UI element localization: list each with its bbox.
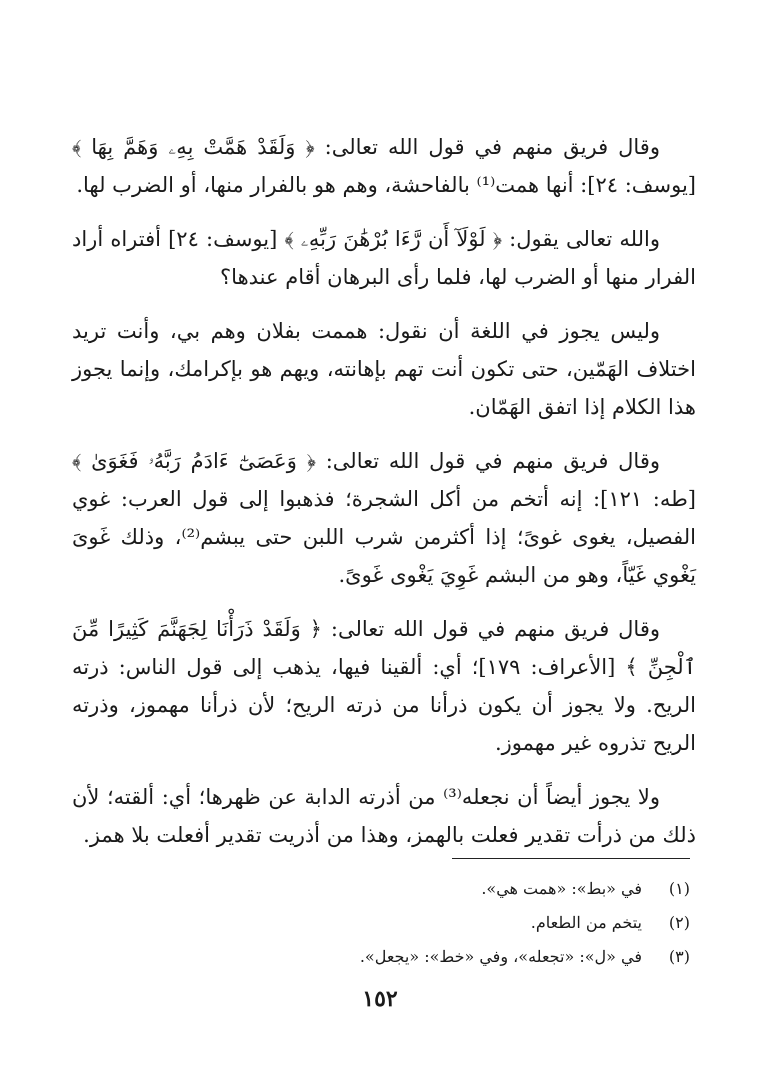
paragraph-6: ولا يجوز أيضاً أن نجعله⁽³⁾ من أذرته الدابة عن ظهرها؛ أي: ألقته؛ لأن ذلك من ذرأت تقدير فعلت بالهمز، وهذا من أذريت تقدير أفعلت بلا همز.	[72, 785, 696, 847]
footnote-number: (١)	[668, 879, 690, 898]
footnote-number: (٣)	[668, 947, 690, 966]
paragraph-5: وقال فريق منهم في قول الله تعالى: ﴿ وَلَقَدْ ذَرَأْنَا لِجَهَنَّمَ كَثِيرًا مِّنَ ٱلْجِنِّ ﴾ [الأعراف: ١٧٩]؛ أي: ألقينا فيها، يذهب إلى قول الناس: ذرته الريح. ولا يجوز أن يكون ذرأنا من ذرته الريح؛ لأن ذرأنا مهموز، وذرته الريح تذروه غير مهموز.	[72, 617, 696, 755]
footnote-3	[130, 940, 690, 974]
footnote-number: (٢)	[668, 913, 690, 932]
footnotes	[130, 872, 690, 974]
main-text	[72, 128, 696, 866]
footnote-divider	[452, 858, 690, 859]
paragraph-2: والله تعالى يقول: ﴿ لَوْلَآ أَن رَّءَا بُرْهَٰنَ رَبِّهِۦ ﴾ [يوسف: ٢٤] أفتراه أراد الفرار منها أو الضرب لها، فلما رأى البرهان أقام عندها؟	[72, 227, 696, 289]
footnote-text: في «ل»: «تجعله»، وفي «خط»: «يجعل».	[359, 947, 642, 966]
footnote-text: يتخم من الطعام.	[530, 913, 642, 932]
footnote-2	[130, 906, 690, 940]
paragraph-3: وليس يجوز في اللغة أن نقول: هممت بفلان وهم بي، وأنت تريد اختلاف الهَمّين، حتى تكون أنت تهم بإهانته، ويهم هو بإكرامك، وإنما يجوز هذا الكلام إذا اتفق الهَمّان.	[72, 319, 696, 419]
paragraph-4: وقال فريق منهم في قول الله تعالى: ﴿ وَعَصَىٰٓ ءَادَمُ رَبَّهُۥ فَغَوَىٰ ﴾[طه: ١٢١]: إنه أتخم من أكل الشجرة؛ فذهبوا إلى قول العرب: غوي الفصيل، يغوى غوىً؛ إذا أكثرمن شرب اللبن حتى يبشم⁽²⁾، وذلك غَوىَ يَغْوي غَيّاً، وهو من البشم غَوِيَ يَغْوى غَوىً.	[72, 449, 696, 587]
page-number: ١٥٢	[362, 986, 398, 1012]
paragraph-1: وقال فريق منهم في قول الله تعالى: ﴿ وَلَقَدْ هَمَّتْ بِهِۦ وَهَمَّ بِهَا ﴾ [يوسف: ٢٤]: أنها همت⁽¹⁾ بالفاحشة، وهم هو بالفرار منها، أو الضرب لها.	[72, 135, 696, 197]
footnote-text: في «بط»: «همت هي».	[481, 879, 642, 898]
footnote-1	[130, 872, 690, 906]
